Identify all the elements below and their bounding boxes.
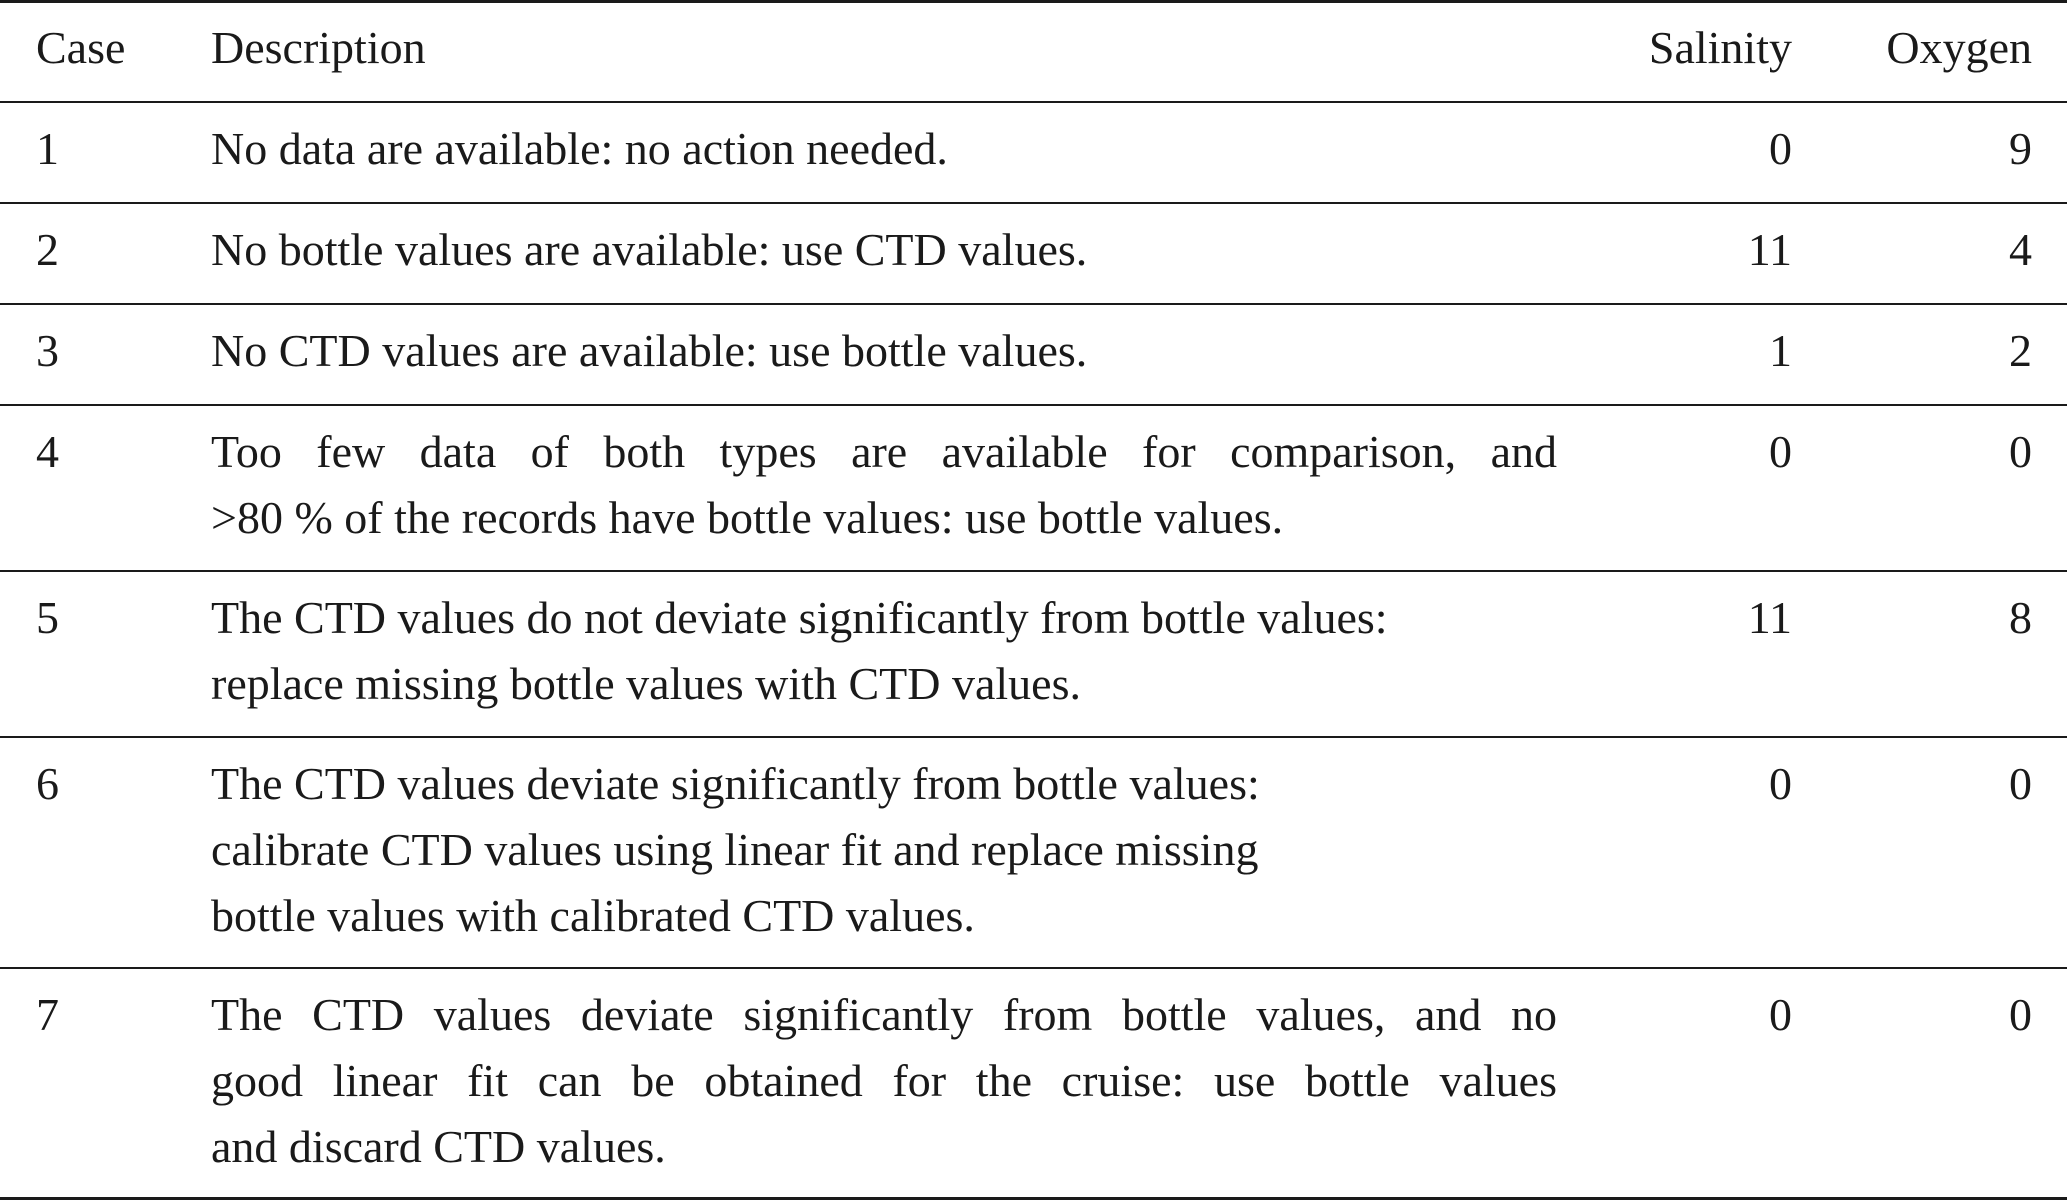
header-rule	[0, 101, 2067, 103]
case-number: 4	[36, 426, 59, 477]
salinity-count: 11	[1747, 224, 1792, 275]
case-description	[211, 585, 1557, 717]
salinity-count: 0	[1769, 426, 1792, 477]
salinity-count: 1	[1769, 325, 1792, 376]
description-line: replace missing bottle values with CTD values.	[211, 658, 1081, 709]
description-line: The CTD values do not deviate significantly from bottle values:	[211, 592, 1388, 643]
description-line: >80 % of the records have bottle values: use bottle values.	[211, 492, 1284, 543]
row-rule	[0, 202, 2067, 204]
description-line: bottle values with calibrated CTD values.	[211, 890, 975, 941]
header-case: Case	[36, 22, 126, 73]
case-number: 7	[36, 989, 59, 1040]
oxygen-count: 0	[2009, 989, 2032, 1040]
top-rule	[0, 0, 2067, 3]
case-description	[211, 982, 1557, 1180]
salinity-count: 0	[1769, 989, 1792, 1040]
case-number: 3	[36, 325, 59, 376]
header-salinity: Salinity	[1648, 22, 1792, 73]
case-number: 2	[36, 224, 59, 275]
oxygen-count: 4	[2009, 224, 2032, 275]
oxygen-count: 0	[2009, 426, 2032, 477]
description-line: No bottle values are available: use CTD values.	[211, 224, 1088, 275]
row-rule	[0, 967, 2067, 969]
salinity-count: 0	[1769, 758, 1792, 809]
description-line: No CTD values are available: use bottle values.	[211, 325, 1088, 376]
case-description	[211, 751, 1557, 949]
header-description: Description	[211, 22, 426, 73]
row-rule	[0, 736, 2067, 738]
description-line: Too few data of both types are available for comparison, and	[211, 426, 1557, 477]
salinity-count: 11	[1747, 592, 1792, 643]
description-line: The CTD values deviate significantly from bottle values:	[211, 758, 1260, 809]
row-rule	[0, 303, 2067, 305]
case-number: 6	[36, 758, 59, 809]
header-oxygen: Oxygen	[1886, 22, 2032, 73]
description-line: good linear fit can be obtained for the cruise: use bottle values	[211, 1055, 1557, 1106]
bottom-rule	[0, 1197, 2067, 1200]
oxygen-count: 2	[2009, 325, 2032, 376]
description-line: calibrate CTD values using linear fit and replace missing	[211, 824, 1259, 875]
case-number: 5	[36, 592, 59, 643]
case-number: 1	[36, 123, 59, 174]
description-line: The CTD values deviate significantly from bottle values, and no	[211, 989, 1557, 1040]
oxygen-count: 9	[2009, 123, 2032, 174]
oxygen-count: 8	[2009, 592, 2032, 643]
case-description	[211, 419, 1557, 551]
row-rule	[0, 404, 2067, 406]
salinity-count: 0	[1769, 123, 1792, 174]
description-line: No data are available: no action needed.	[211, 123, 948, 174]
case-description	[211, 116, 1557, 182]
oxygen-count: 0	[2009, 758, 2032, 809]
case-description	[211, 217, 1557, 283]
row-rule	[0, 570, 2067, 572]
case-description	[211, 318, 1557, 384]
description-line: and discard CTD values.	[211, 1121, 666, 1172]
